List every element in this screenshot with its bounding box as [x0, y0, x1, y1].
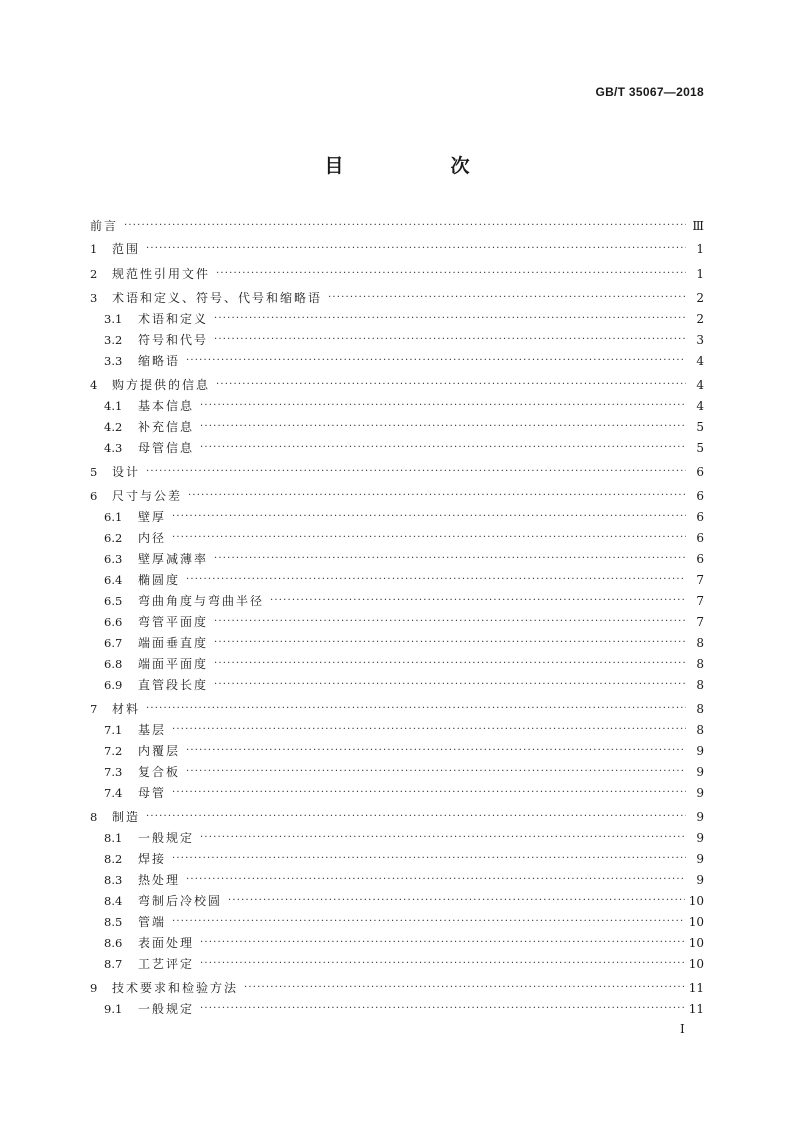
toc-entry-label: 母管 [138, 786, 167, 800]
toc-leader-dots [172, 508, 686, 526]
toc-entry-number: 6.8 [104, 657, 123, 671]
toc-leader-dots [188, 487, 686, 505]
toc-entry-label: 工艺评定 [138, 957, 195, 971]
toc-entry[interactable] [104, 913, 704, 931]
toc-entry[interactable] [104, 742, 704, 760]
toc-leader-dots [186, 763, 686, 781]
toc-entry-page: 8 [696, 636, 704, 650]
toc-leader-dots [186, 742, 686, 760]
toc-leader-dots [124, 217, 686, 235]
toc-entry-page: 5 [696, 420, 704, 434]
toc-entry-page: 7 [696, 594, 704, 608]
toc-entry-label: 壁厚 [138, 510, 167, 524]
toc-entry-page: 10 [688, 894, 704, 908]
toc-entry-number: 6 [90, 489, 98, 503]
toc-entry-number: 8 [90, 810, 98, 824]
toc-entry-label: 母管信息 [138, 441, 195, 455]
toc-entry-page: 8 [696, 723, 704, 737]
toc-leader-dots [216, 376, 686, 394]
toc-entry-page: 4 [696, 354, 704, 368]
toc-entry-label: 弯制后冷校圆 [138, 894, 223, 908]
toc-entry-page: 7 [696, 573, 704, 587]
toc-leader-dots [216, 265, 686, 283]
toc-entry-number: 6.6 [104, 615, 123, 629]
toc-entry-page: 4 [696, 399, 704, 413]
toc-entry-label: 术语和定义 [138, 312, 209, 326]
toc-entry-page: 2 [696, 312, 704, 326]
toc-entry-page: 1 [696, 267, 704, 281]
toc-entry[interactable] [104, 676, 704, 694]
toc-entry-page: 9 [696, 852, 704, 866]
toc-entry[interactable] [104, 955, 704, 973]
toc-entry[interactable] [104, 829, 704, 847]
toc-entry[interactable] [104, 310, 704, 328]
toc-entry-number: 6.7 [104, 636, 123, 650]
toc-leader-dots [146, 240, 686, 258]
toc-leader-dots [214, 331, 686, 349]
toc-entry-page: 4 [696, 378, 704, 392]
toc-leader-dots [146, 808, 686, 826]
toc-entry-label: 壁厚减薄率 [138, 552, 209, 566]
toc-entry-number: 4.1 [104, 399, 123, 413]
toc-entry-page: 10 [688, 915, 704, 929]
toc-leader-dots [228, 892, 685, 910]
toc-entry-page: 9 [696, 765, 704, 779]
toc-leader-dots [200, 418, 686, 436]
toc-entry[interactable] [90, 463, 704, 481]
toc-entry-label: 材料 [112, 702, 141, 716]
page-title: 目 次 [324, 155, 514, 177]
toc-leader-dots [146, 700, 686, 718]
toc-entry-page: 3 [696, 333, 704, 347]
toc-entry[interactable] [104, 550, 704, 568]
toc-leader-dots [200, 829, 686, 847]
toc-leader-dots [214, 676, 686, 694]
toc-entry[interactable] [90, 217, 704, 235]
toc-entry-page: Ⅲ [692, 219, 704, 233]
toc-entry-page: 9 [696, 873, 704, 887]
toc-entry-number: 7.3 [104, 765, 123, 779]
toc-entry[interactable] [104, 418, 704, 436]
toc-entry-label: 表面处理 [138, 936, 195, 950]
toc-entry[interactable] [104, 613, 704, 631]
toc-entry-number: 8.6 [104, 936, 123, 950]
toc-entry[interactable] [90, 700, 704, 718]
page-number: I [680, 1022, 685, 1036]
toc-entry-label: 基本信息 [138, 399, 195, 413]
toc-entry[interactable] [104, 850, 704, 868]
toc-entry-label: 术语和定义、符号、代号和缩略语 [112, 291, 323, 305]
toc-entry[interactable] [104, 634, 704, 652]
toc-entry-label: 椭圆度 [138, 573, 181, 587]
toc-leader-dots [186, 871, 686, 889]
toc-leader-dots [172, 529, 686, 547]
toc-entry-number: 6.2 [104, 531, 123, 545]
toc-entry[interactable] [104, 892, 704, 910]
toc-entry-page: 8 [696, 702, 704, 716]
toc-entry-page: 10 [688, 936, 704, 950]
toc-entry[interactable] [90, 979, 704, 997]
toc-entry-number: 6.1 [104, 510, 123, 524]
toc-entry-label: 基层 [138, 723, 167, 737]
toc-entry[interactable] [104, 529, 704, 547]
toc-leader-dots [146, 463, 686, 481]
toc-leader-dots [186, 352, 686, 370]
toc-entry-label: 前言 [90, 219, 119, 233]
toc-leader-dots [172, 913, 685, 931]
toc-entry-label: 符号和代号 [138, 333, 209, 347]
toc-leader-dots [214, 613, 686, 631]
toc-entry[interactable] [90, 487, 704, 505]
toc-entry-label: 一般规定 [138, 1002, 195, 1016]
toc-leader-dots [214, 550, 686, 568]
toc-entry-number: 6.3 [104, 552, 123, 566]
toc-entry-label: 内覆层 [138, 744, 181, 758]
toc-entry-page: 9 [696, 744, 704, 758]
toc-entry-label: 范围 [112, 242, 141, 256]
toc-leader-dots [200, 397, 686, 415]
toc-leader-dots [172, 784, 686, 802]
toc-entry[interactable] [90, 808, 704, 826]
toc-entry-label: 一般规定 [138, 831, 195, 845]
toc-entry[interactable] [104, 784, 704, 802]
toc-entry-number: 3.1 [104, 312, 123, 326]
toc-entry-number: 6.4 [104, 573, 123, 587]
toc-entry-label: 内径 [138, 531, 167, 545]
toc-entry[interactable] [90, 289, 704, 307]
toc-entry-number: 7.2 [104, 744, 123, 758]
toc-entry[interactable] [104, 352, 704, 370]
toc-entry-page: 7 [696, 615, 704, 629]
toc-entry-page: 6 [696, 489, 704, 503]
toc-entry-page: 2 [696, 291, 704, 305]
toc-entry[interactable] [104, 592, 704, 610]
toc-entry[interactable] [90, 240, 704, 258]
toc-entry-number: 3.3 [104, 354, 123, 368]
toc-entry-number: 6.9 [104, 678, 123, 692]
toc-entry-number: 8.7 [104, 957, 123, 971]
toc-entry-number: 3.2 [104, 333, 123, 347]
toc-entry-label: 购方提供的信息 [112, 378, 211, 392]
toc-entry-number: 8.5 [104, 915, 123, 929]
toc-entry[interactable] [104, 571, 704, 589]
toc-entry-label: 直管段长度 [138, 678, 209, 692]
toc-entry-page: 5 [696, 441, 704, 455]
toc-entry-label: 端面平面度 [138, 657, 209, 671]
toc-entry[interactable] [104, 934, 704, 952]
toc-entry-number: 5 [90, 465, 98, 479]
toc-entry-number: 7.1 [104, 723, 123, 737]
toc-entry-number: 9 [90, 981, 98, 995]
toc-leader-dots [200, 439, 686, 457]
toc-leader-dots [200, 955, 685, 973]
toc-entry-label: 制造 [112, 810, 141, 824]
toc-entry-number: 6.5 [104, 594, 123, 608]
toc-entry-label: 尺寸与公差 [112, 489, 183, 503]
standard-code: GB/T 35067—2018 [595, 85, 704, 99]
toc-entry-page: 9 [696, 786, 704, 800]
toc-entry-page: 9 [696, 810, 704, 824]
toc-entry-label: 焊接 [138, 852, 167, 866]
toc-entry-label: 热处理 [138, 873, 181, 887]
toc-leader-dots [200, 934, 685, 952]
toc-entry-number: 7 [90, 702, 98, 716]
toc-entry-page: 8 [696, 657, 704, 671]
toc-entry-number: 8.3 [104, 873, 123, 887]
toc-entry-page: 6 [696, 531, 704, 545]
toc-leader-dots [270, 592, 686, 610]
toc-entry-number: 7.4 [104, 786, 123, 800]
toc-entry-label: 缩略语 [138, 354, 181, 368]
toc-entry-page: 8 [696, 678, 704, 692]
toc-entry-page: 11 [688, 1002, 704, 1016]
toc-entry[interactable] [104, 331, 704, 349]
toc-leader-dots [328, 289, 686, 307]
toc-entry-page: 10 [688, 957, 704, 971]
toc-entry-number: 4.3 [104, 441, 123, 455]
toc-entry-number: 8.2 [104, 852, 123, 866]
toc-entry[interactable] [90, 265, 704, 283]
toc-entry[interactable] [104, 397, 704, 415]
toc-entry-number: 8.1 [104, 831, 123, 845]
toc-entry[interactable] [104, 763, 704, 781]
toc-leader-dots [186, 571, 686, 589]
toc-entry[interactable] [104, 655, 704, 673]
toc-leader-dots [214, 310, 686, 328]
toc-entry[interactable] [104, 721, 704, 739]
toc-entry-label: 端面垂直度 [138, 636, 209, 650]
toc-entry-number: 4.2 [104, 420, 123, 434]
toc-entry-number: 2 [90, 267, 98, 281]
toc-entry-number: 3 [90, 291, 98, 305]
toc-leader-dots [214, 634, 686, 652]
toc-leader-dots [214, 655, 686, 673]
toc-entry-label: 技术要求和检验方法 [112, 981, 239, 995]
toc-leader-dots [244, 979, 685, 997]
toc-entry[interactable] [104, 871, 704, 889]
toc-entry[interactable] [104, 439, 704, 457]
toc-leader-dots [172, 850, 686, 868]
toc-leader-dots [200, 1000, 685, 1018]
toc-entry-label: 规范性引用文件 [112, 267, 211, 281]
toc-entry-label: 复合板 [138, 765, 181, 779]
toc-entry[interactable] [104, 508, 704, 526]
toc-entry-page: 6 [696, 465, 704, 479]
toc-entry-label: 管端 [138, 915, 167, 929]
toc-entry-number: 8.4 [104, 894, 123, 908]
toc-entry-label: 设计 [112, 465, 141, 479]
toc-entry-label: 补充信息 [138, 420, 195, 434]
toc-entry[interactable] [104, 1000, 704, 1018]
toc-entry-label: 弯管平面度 [138, 615, 209, 629]
toc-entry-number: 9.1 [104, 1002, 123, 1016]
toc-entry-page: 6 [696, 510, 704, 524]
toc-entry-label: 弯曲角度与弯曲半径 [138, 594, 265, 608]
toc-entry[interactable] [90, 376, 704, 394]
toc-entry-page: 1 [696, 242, 704, 256]
toc-entry-number: 4 [90, 378, 98, 392]
toc-leader-dots [172, 721, 686, 739]
toc-entry-page: 11 [688, 981, 704, 995]
toc-entry-page: 9 [696, 831, 704, 845]
toc-entry-number: 1 [90, 242, 98, 256]
toc-entry-page: 6 [696, 552, 704, 566]
